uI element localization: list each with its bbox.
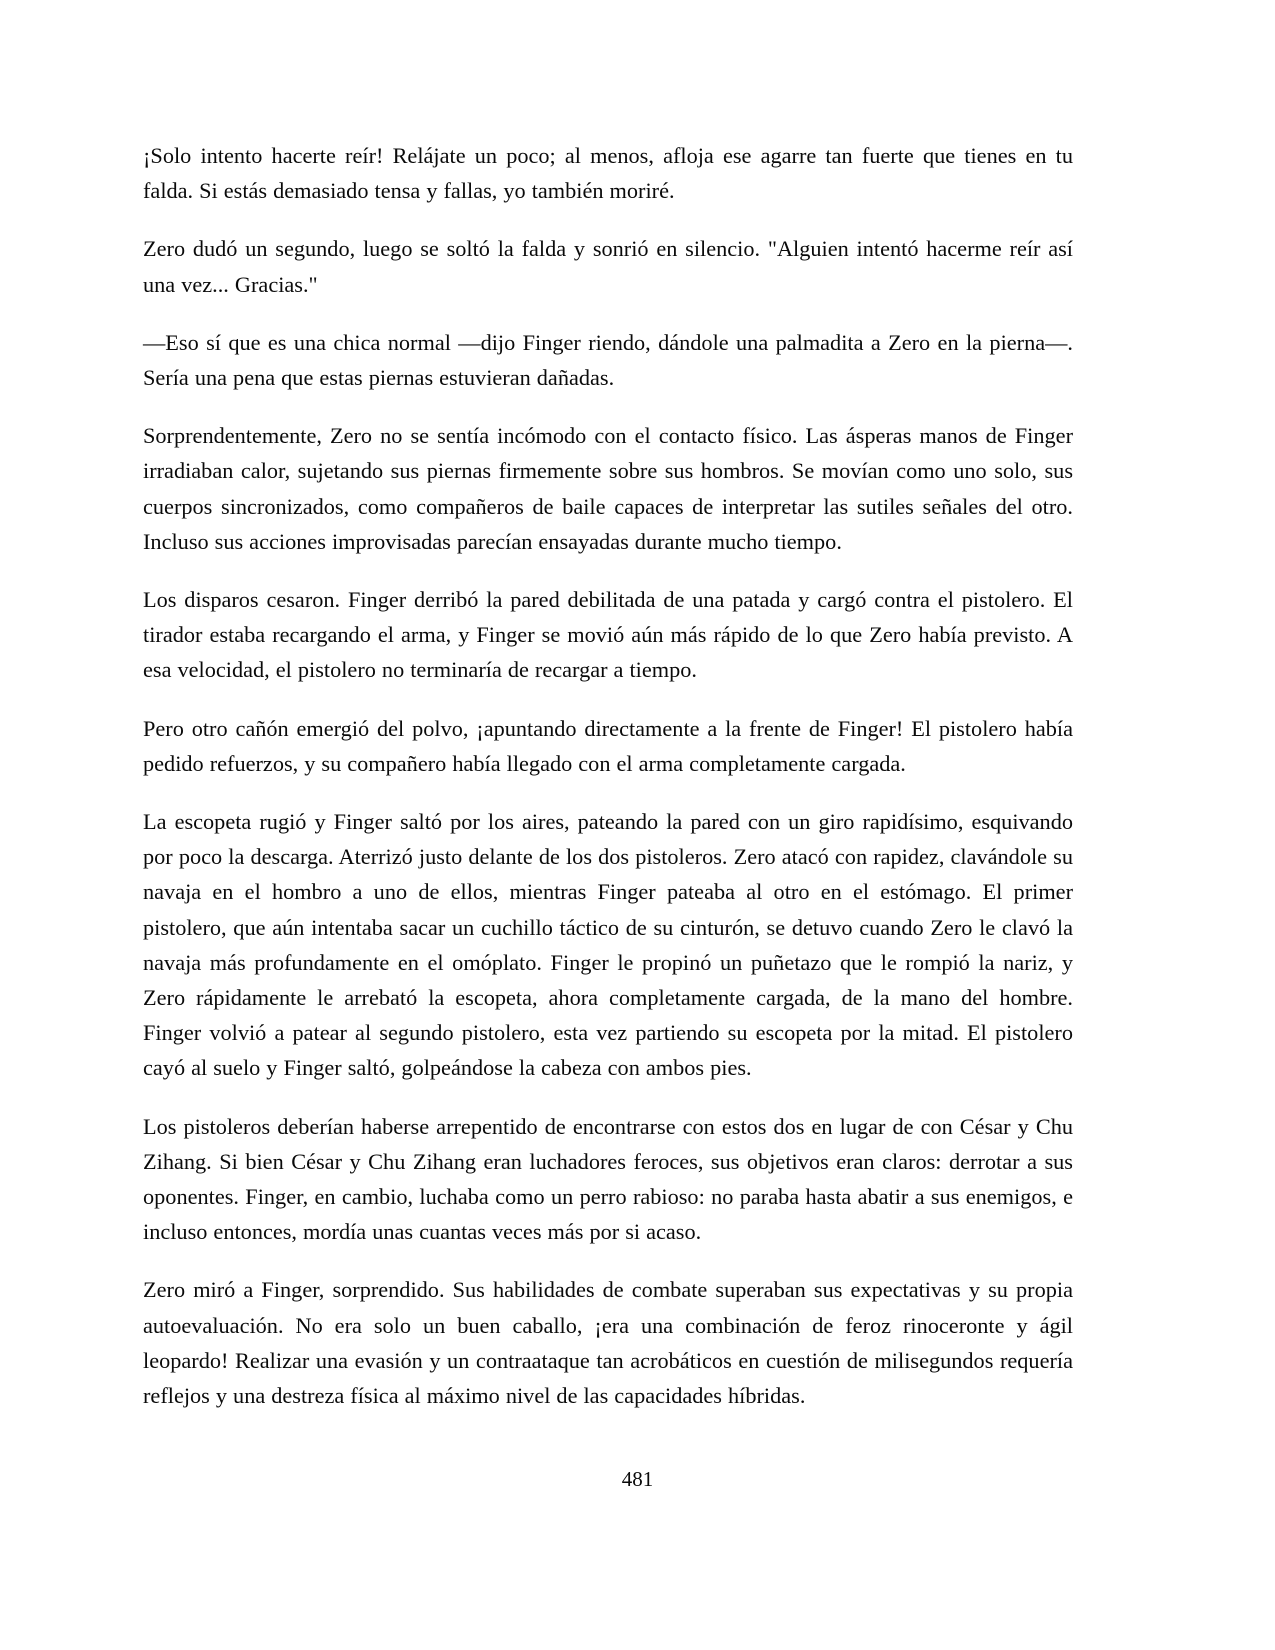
body-paragraph: Los disparos cesaron. Finger derribó la pared debilitada de una patada y cargó contra el pistolero. El tirador estaba recargando el arma, y Finger se movió aún más rápido de lo que Zero había previsto. A esa velocidad, el pistolero no terminaría de recargar a tiempo. [143,587,1073,683]
body-paragraph: Pero otro cañón emergió del polvo, ¡apuntando directamente a la frente de Finger! El pistolero había pedido refuerzos, y su compañero había llegado con el arma completamente cargada. [143,715,1073,776]
body-paragraph: —Eso sí que es una chica normal —dijo Finger riendo, dándole una palmadita a Zero en la pierna—. Sería una pena que estas piernas estuvieran dañadas. [143,329,1073,391]
body-paragraph: Zero miró a Finger, sorprendido. Sus habilidades de combate superaban sus expectativas y su propia autoevaluación. No era solo un buen caballo, ¡era una combinación de feroz rinoceronte y ágil leopardo! Realizar una evasión y un contraataque tan acrobáticos en cuestión de milisegundos requería reflejos y una destreza física al máximo nivel de las capacidades híbridas. [143,1277,1073,1409]
body-paragraph: Los pistoleros deberían haberse arrepentido de encontrarse con estos dos en lugar de con César y Chu Zihang. Si bien César y Chu Zihang eran luchadores feroces, sus objetivos eran claros: derrotar a sus oponentes. Finger, en cambio, luchaba como un perro rabioso: no paraba hasta abatir a sus enemigos, e incluso entonces, mordía unas cuantas veces más por si acaso. [143,1113,1073,1245]
body-text-column [143,138,1073,1413]
body-paragraph: ¡Solo intento hacerte reír! Relájate un poco; al menos, afloja ese agarre tan fuerte que tienes en tu falda. Si estás demasiado tensa y fallas, yo también moriré. [143,143,1073,204]
page-number: 481 [621,1467,654,1491]
body-paragraph: Zero dudó un segundo, luego se soltó la falda y sonrió en silencio. "Alguien intentó hacerme reír así una vez... Gracias." [143,236,1073,297]
body-paragraph: Sorprendentemente, Zero no se sentía incómodo con el contacto físico. Las ásperas manos de Finger irradiaban calor, sujetando sus piernas firmemente sobre sus hombros. Se movían como uno solo, sus cuerpos sincronizados, como compañeros de baile capaces de interpretar las sutiles señales del otro. Incluso sus acciones improvisadas parecían ensayadas durante mucho tiempo. [143,423,1073,554]
body-paragraph: La escopeta rugió y Finger saltó por los aires, pateando la pared con un giro rapidísimo, esquivando por poco la descarga. Aterrizó justo delante de los dos pistoleros. Zero atacó con rapidez, clavándole su navaja en el hombro a uno de ellos, mientras Finger pateaba al otro en el estómago. El primer pistolero, que aún intentaba sacar un cuchillo táctico de su cinturón, se detuvo cuando Zero le clavó la navaja más profundamente en el omóplato. Finger le propinó un puñetazo que le rompió la nariz, y Zero rápidamente le arrebató la escopeta, ahora completamente cargada, de la mano del hombre. Finger volvió a patear al segundo pistolero, esta vez partiendo su escopeta por la mitad. El pistolero cayó al suelo y Finger saltó, golpeándose la cabeza con ambos pies. [143,809,1073,1081]
